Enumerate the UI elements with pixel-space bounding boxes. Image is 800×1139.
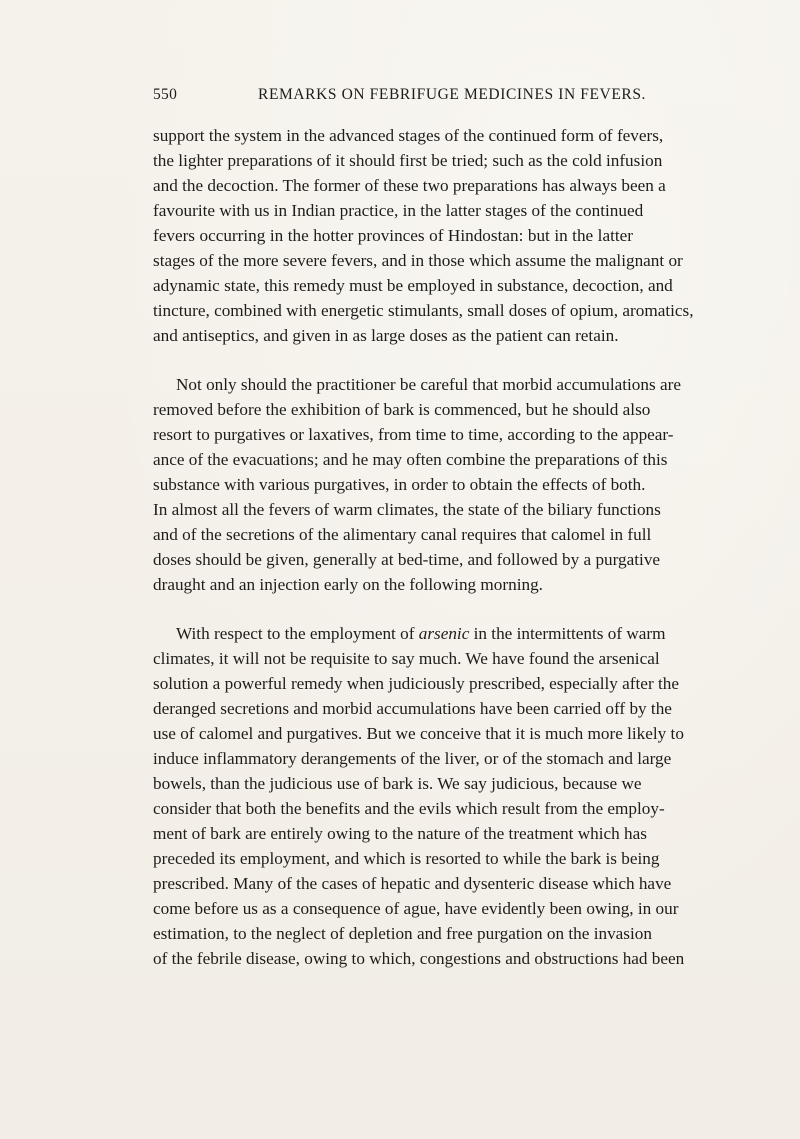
text-line: Not only should the practitioner be careful that morbid accumulations are — [176, 375, 681, 394]
text-line — [153, 621, 666, 646]
text-line: prescribed. Many of the cases of hepatic and dysenteric disease which have — [153, 874, 672, 893]
paragraph-1 — [153, 123, 694, 348]
text-line: draught and an injection early on the following morning. — [153, 575, 543, 594]
text-line: estimation, to the neglect of depletion and free purgation on the invasion — [153, 924, 652, 943]
body-text — [153, 123, 694, 971]
text-line: and antiseptics, and given in as large doses as the patient can retain. — [153, 326, 619, 345]
text-line: favourite with us in Indian practice, in the latter stages of the continued — [153, 201, 644, 220]
text-line: support the system in the advanced stages of the continued form of fevers, — [153, 126, 664, 145]
paragraph-gap — [153, 348, 633, 372]
text-line: solution a powerful remedy when judiciously prescribed, especially after the — [153, 674, 679, 693]
text-line: of the febrile disease, owing to which, congestions and obstructions had been — [153, 949, 685, 968]
text-line: climates, it will not be requisite to say much. We have found the arsenical — [153, 649, 660, 668]
text-line: ment of bark are entirely owing to the nature of the treatment which has — [153, 824, 647, 843]
running-head — [153, 86, 647, 110]
text-line: and the decoction. The former of these two preparations has always been a — [153, 176, 666, 195]
text-line: stages of the more severe fevers, and in those which assume the malignant or — [153, 251, 683, 270]
text-line: removed before the exhibition of bark is commenced, but he should also — [153, 400, 651, 419]
text-line: In almost all the fevers of warm climates, the state of the biliary functions — [153, 500, 661, 519]
text-line: use of calomel and purgatives. But we conceive that it is much more likely to — [153, 724, 684, 743]
paragraph-3 — [153, 621, 685, 971]
text-segment: With respect to the employment of — [176, 624, 419, 643]
text-line: tincture, combined with energetic stimulants, small doses of opium, aromatics, — [153, 301, 694, 320]
text-line: induce inflammatory derangements of the liver, or of the stomach and large — [153, 749, 672, 768]
paragraph-2 — [153, 372, 681, 597]
text-segment: in the intermittents of warm — [469, 624, 666, 643]
text-line: deranged secretions and morbid accumulations have been carried off by the — [153, 699, 672, 718]
text-line: the lighter preparations of it should first be tried; such as the cold infusion — [153, 151, 663, 170]
page-number: 550 — [153, 86, 178, 103]
text-line: ance of the evacuations; and he may often combine the preparations of this — [153, 450, 668, 469]
text-line: preceded its employment, and which is resorted to while the bark is being — [153, 849, 660, 868]
text-line: resort to purgatives or laxatives, from time to time, according to the appear- — [153, 425, 674, 444]
text-line: adynamic state, this remedy must be employed in substance, decoction, and — [153, 276, 673, 295]
text-line: doses should be given, generally at bed-time, and followed by a purgative — [153, 550, 661, 569]
text-line: and of the secretions of the alimentary canal requires that calomel in full — [153, 525, 652, 544]
text-line: fevers occurring in the hotter provinces of Hindostan: but in the latter — [153, 226, 633, 245]
emphasis-arsenic: arsenic — [418, 624, 470, 643]
text-line: consider that both the benefits and the evils which result from the employ- — [153, 799, 665, 818]
running-title: REMARKS ON FEBRIFUGE MEDICINES IN FEVERS. — [258, 86, 647, 103]
text-line: come before us as a consequence of ague, have evidently been owing, in our — [153, 899, 679, 918]
text-line: bowels, than the judicious use of bark is. We say judicious, because we — [153, 774, 642, 793]
paragraph-gap — [153, 597, 633, 621]
text-line: substance with various purgatives, in order to obtain the effects of both. — [153, 475, 646, 494]
